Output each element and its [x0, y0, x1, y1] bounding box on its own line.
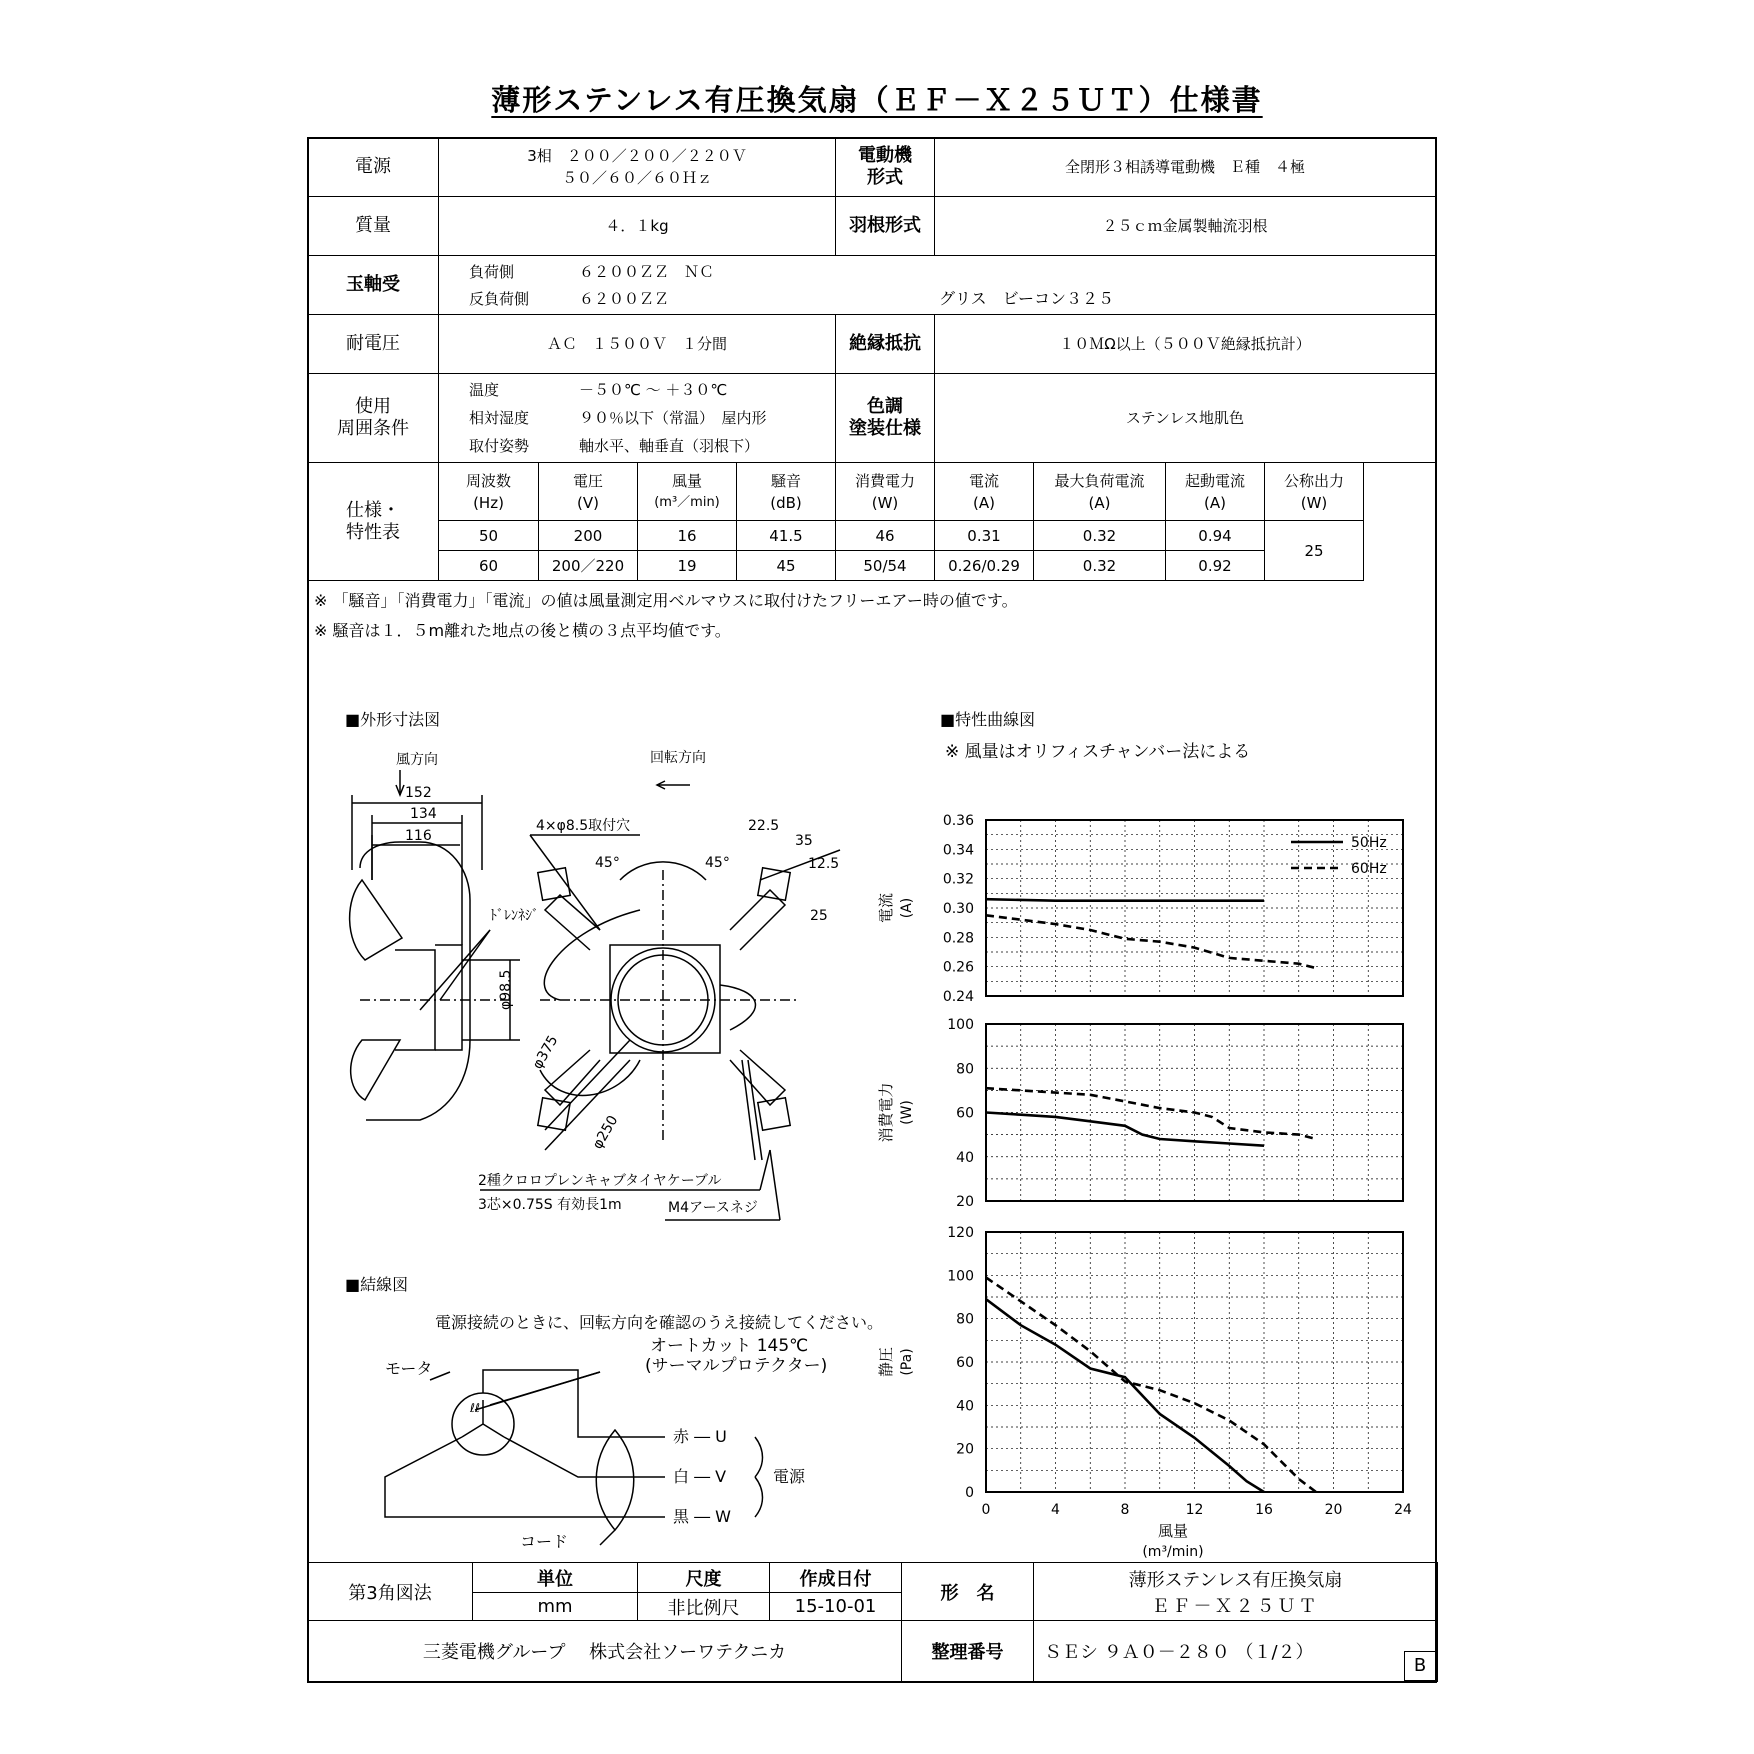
- insulation-label: 絶縁抵抗: [836, 315, 935, 374]
- earth-label: M4アースネジ: [668, 1200, 758, 1216]
- char-header: 起動電流 (A): [1166, 463, 1265, 521]
- y-tick-label: 0.32: [942, 871, 974, 888]
- wind-dir-label: 風方向: [396, 752, 438, 768]
- date-label: 作成日付: [770, 1563, 902, 1593]
- cell: 60: [439, 551, 539, 581]
- char-header: 公称出力 (W): [1265, 463, 1364, 521]
- model-value: 薄形ステンレス有圧換気扇 ＥＦ－Ｘ２５ＵＴ: [1034, 1563, 1438, 1621]
- document-title: 薄形ステンレス有圧換気扇（ＥＦ－Ｘ２５ＵＴ）仕様書: [491, 83, 1263, 117]
- spec-table: [307, 137, 1436, 581]
- legend-label: 60Hz: [1351, 861, 1387, 877]
- terminal-u: 赤 ― U: [673, 1427, 727, 1446]
- cell: 0.31: [935, 521, 1034, 551]
- env-value: [439, 374, 836, 463]
- company-name: 三菱電機グループ 株式会社ソーワテクニカ: [308, 1621, 902, 1682]
- note-2: ※ 騒音は１．５m離れた地点の後と横の３点平均値です。: [314, 621, 731, 640]
- y-tick-label: 100: [947, 1268, 974, 1285]
- env-mount-label: 取付姿勢: [469, 437, 530, 455]
- char-header: 最大負荷電流 (A): [1034, 463, 1166, 521]
- cell: 0.26/0.29: [935, 551, 1034, 581]
- cord-label: コード: [520, 1532, 569, 1551]
- date-value: 15-10-01: [770, 1593, 902, 1621]
- cell: 0.32: [1034, 521, 1166, 551]
- y-tick-label: 40: [956, 1398, 974, 1415]
- bearing-anti-label: 反負荷側: [469, 290, 530, 308]
- ref-value: ＳＥシ ９Ａ０－２８０ （１/２）: [1034, 1621, 1438, 1682]
- cell: 41.5: [737, 521, 836, 551]
- x-tick-label: 16: [1255, 1502, 1273, 1518]
- y-axis-unit: (Pa): [899, 1348, 915, 1376]
- x-tick-label: 20: [1324, 1502, 1343, 1518]
- char-header: 電流 (A): [935, 463, 1034, 521]
- cable-label-1: 2種クロロプレンキャブタイヤケーブル: [478, 1173, 722, 1189]
- color-value: ステンレス地肌色: [935, 374, 1436, 463]
- power-label: 電源: [308, 138, 439, 197]
- bearing-load-value: ６２００ＺＺ ＮＣ: [579, 263, 715, 281]
- dim-125: 12.5: [808, 856, 840, 872]
- x-tick-label: 24: [1394, 1502, 1412, 1518]
- char-header: 騒音 (dB): [737, 463, 836, 521]
- y-tick-label: 120: [947, 1225, 974, 1241]
- char-header: 風量 (m³／min): [638, 463, 737, 521]
- env-label: 使用 周囲条件: [308, 374, 439, 463]
- projection-label: 第3角図法: [308, 1563, 473, 1621]
- cell: 46: [836, 521, 935, 551]
- cell: 16: [638, 521, 737, 551]
- y-tick-label: 0.26: [942, 959, 974, 976]
- y-tick-label: 80: [956, 1311, 974, 1328]
- dim-375: φ375: [529, 1032, 562, 1072]
- bearing-load-label: 負荷側: [469, 263, 515, 281]
- char-header: 周波数 (Hz): [439, 463, 539, 521]
- blade-label: 羽根形式: [836, 197, 935, 256]
- cell: 200: [539, 521, 638, 551]
- unit-value: mm: [473, 1593, 638, 1621]
- dim-985: φ98.5: [498, 969, 514, 1010]
- withstand-value: ＡＣ １５００Ｖ １分間: [439, 315, 836, 374]
- curves-heading: ■特性曲線図: [940, 710, 1036, 729]
- scale-label: 尺度: [638, 1563, 770, 1593]
- angle-45-right: 45°: [705, 855, 730, 871]
- holes-label: 4×φ8.5取付穴: [536, 818, 631, 834]
- dim-25: 25: [810, 908, 828, 924]
- y-axis-unit: (A): [899, 897, 915, 919]
- y-tick-label: 0.24: [942, 989, 974, 1005]
- y-tick-label: 0: [965, 1485, 974, 1501]
- dim-116: 116: [405, 828, 432, 844]
- cell: 0.94: [1166, 521, 1265, 551]
- y-tick-label: 20: [956, 1441, 974, 1458]
- wiring-note: 電源接続のときに、回転方向を確認のうえ接続してください。: [435, 1313, 884, 1332]
- bearing-label: 玉軸受: [308, 256, 439, 315]
- y-tick-label: 100: [947, 1017, 974, 1033]
- cell: 45: [737, 551, 836, 581]
- wiring-heading: ■結線図: [345, 1275, 409, 1294]
- insulation-value: １０ＭΩ以上（５００Ｖ絶縁抵抗計）: [935, 315, 1436, 374]
- model-label: 形 名: [902, 1563, 1034, 1621]
- cell: 200／220: [539, 551, 638, 581]
- dim-152: 152: [405, 785, 432, 801]
- char-header: 消費電力 (W): [836, 463, 935, 521]
- dim-35: 35: [795, 833, 813, 849]
- dims-heading: ■外形寸法図: [345, 710, 441, 729]
- curves-note: ※ 風量はオリフィスチャンバー法による: [945, 742, 1251, 762]
- terminal-v: 白 ― V: [673, 1467, 727, 1486]
- table-gap: [1364, 463, 1436, 581]
- x-tick-label: 0: [981, 1502, 991, 1518]
- color-label: 色調 塗装仕様: [836, 374, 935, 463]
- y-tick-label: 40: [956, 1149, 974, 1166]
- unit-label: 単位: [473, 1563, 638, 1593]
- motor-value: 全閉形３相誘導電動機 Ｅ種 ４極: [935, 138, 1436, 197]
- rated-output: 25: [1265, 521, 1364, 581]
- mass-value: ４．１kg: [439, 197, 836, 256]
- y-tick-label: 60: [956, 1355, 974, 1371]
- dim-250: φ250: [589, 1112, 622, 1152]
- ref-label: 整理番号: [902, 1621, 1034, 1682]
- y-tick-label: 0.30: [942, 901, 974, 917]
- source-label: 電源: [773, 1467, 806, 1486]
- scale-value: 非比例尺: [638, 1593, 770, 1621]
- env-temp-value: －５０℃ ～ ＋３０℃: [579, 381, 728, 399]
- drain-label: ﾄﾞﾚﾝﾈｼﾞ: [490, 908, 539, 924]
- legend-label: 50Hz: [1351, 835, 1387, 851]
- angle-45-left: 45°: [595, 855, 620, 871]
- autocut-label-2: (サーマルプロテクター): [645, 1356, 828, 1376]
- cell: 50/54: [836, 551, 935, 581]
- note-1: ※ 「騒音」「消費電力」「電流」の値は風量測定用ベルマウスに取付けたフリーエアー時の値です。: [314, 591, 1018, 610]
- withstand-label: 耐電圧: [308, 315, 439, 374]
- motor-label-wiring: モータ: [385, 1359, 433, 1378]
- power-value: 3相 ２００／２００／２２０Ｖ ５０／６０／６０Ｈｚ: [439, 138, 836, 197]
- y-axis-label: 静圧: [877, 1346, 895, 1378]
- y-axis-unit: (W): [899, 1100, 915, 1125]
- y-tick-label: 20: [956, 1194, 974, 1210]
- cell: 0.92: [1166, 551, 1265, 581]
- x-tick-label: 8: [1120, 1502, 1130, 1518]
- dim-225: 22.5: [748, 818, 780, 834]
- x-axis-unit: (m³/min): [1142, 1544, 1204, 1560]
- blade-value: ２５ｃｍ金属製軸流羽根: [935, 197, 1436, 256]
- x-axis-label: 風量: [1157, 1522, 1189, 1540]
- y-axis-label: 電流: [877, 892, 895, 924]
- env-hum-label: 相対湿度: [469, 409, 530, 427]
- char-label: 仕様・ 特性表: [308, 463, 439, 581]
- table-row: [308, 521, 1436, 551]
- y-tick-label: 0.28: [942, 930, 974, 947]
- x-tick-label: 12: [1185, 1502, 1204, 1518]
- mass-label: 質量: [308, 197, 439, 256]
- grease-value: グリス ビーコン３２５: [939, 289, 1115, 308]
- cable-label-2: 3芯×0.75S 有効長1m: [478, 1197, 622, 1213]
- char-header: 電圧 (V): [539, 463, 638, 521]
- y-tick-label: 0.36: [942, 813, 974, 829]
- terminal-w: 黒 ― W: [673, 1507, 731, 1526]
- env-mount-value: 軸水平、軸垂直（羽根下）: [579, 437, 760, 455]
- cell: 0.32: [1034, 551, 1166, 581]
- env-hum-value: ９０％以下（常温） 屋内形: [579, 409, 767, 427]
- dim-134: 134: [410, 806, 437, 822]
- cell: 19: [638, 551, 737, 581]
- footer-table: [307, 1562, 1438, 1682]
- coil-icon: ℓℓ: [470, 1401, 480, 1415]
- autocut-label-1: オートカット 145℃: [650, 1336, 809, 1356]
- x-tick-label: 4: [1051, 1502, 1060, 1518]
- motor-label: 電動機 形式: [836, 138, 935, 197]
- cell: 50: [439, 521, 539, 551]
- bearing-value: [439, 256, 1436, 315]
- y-axis-label: 消費電力: [877, 1082, 895, 1143]
- rot-dir-label: 回転方向: [650, 750, 706, 766]
- env-temp-label: 温度: [469, 381, 500, 399]
- y-tick-label: 0.34: [942, 842, 974, 859]
- revision-badge: B: [1404, 1651, 1436, 1681]
- y-tick-label: 80: [956, 1061, 974, 1078]
- bearing-anti-value: ６２００ＺＺ: [579, 290, 670, 308]
- y-tick-label: 60: [956, 1105, 974, 1122]
